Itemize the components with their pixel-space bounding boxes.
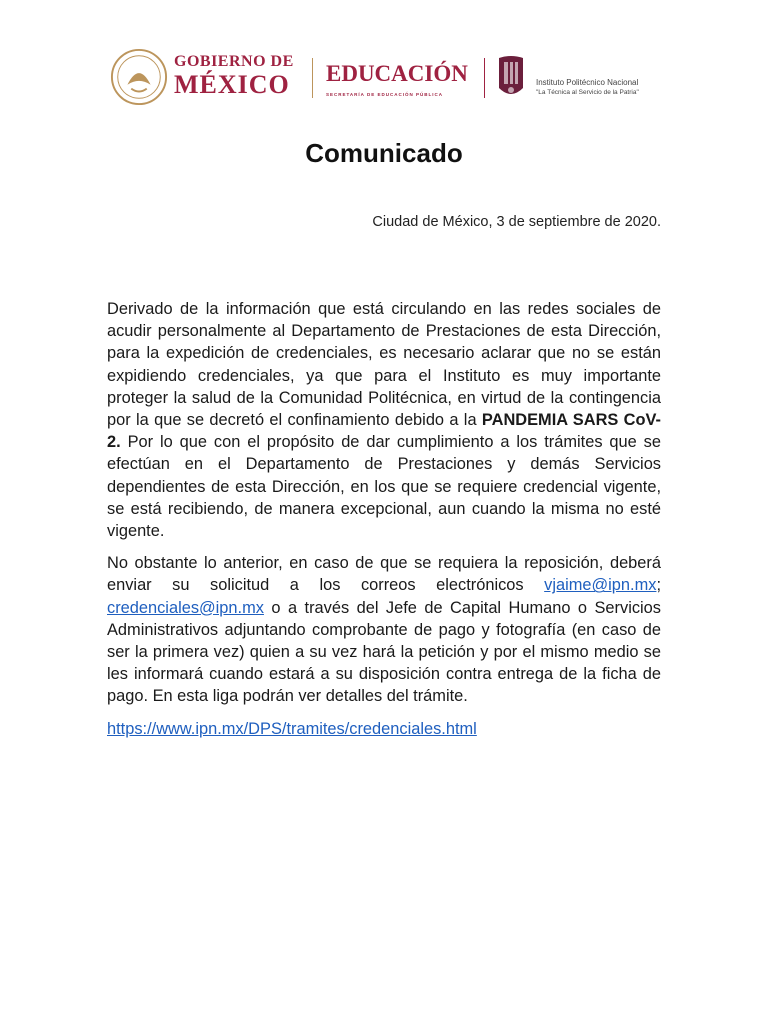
ipn-name: Instituto Politécnico Nacional (536, 78, 639, 87)
gob-line2: MÉXICO (174, 70, 290, 99)
mexico-seal-icon (110, 48, 168, 106)
document-body (107, 298, 661, 740)
ipn-motto: "La Técnica al Servicio de la Patria" (536, 89, 639, 96)
gob-line1: GOBIERNO DE (174, 53, 294, 70)
logo-divider (484, 58, 485, 98)
document-date: Ciudad de México, 3 de septiembre de 2020. (372, 214, 661, 230)
p2-text-after: o a través del Jefe de Capital Humano o Servicios Administrativos adjuntando comprobante de pago y fotografía (en caso de ser la primera vez) quien a su vez hará la petición y por el mismo medio se les informará cuando estará a su disposición contra entrega de la ficha de pago. En esta liga podrán ver detalles del trámite. (107, 598, 661, 706)
paragraph-2 (107, 552, 661, 707)
gobierno-de-mexico-logo (174, 54, 294, 98)
sep-subtitle: SECRETARÍA DE EDUCACIÓN PÚBLICA (326, 92, 444, 97)
paragraph-1 (107, 298, 661, 542)
logo-divider (312, 58, 313, 98)
ipn-logo-icon (496, 54, 526, 100)
educacion-logo: EDUCACIÓN (326, 61, 468, 86)
tramite-url-link[interactable]: https://www.ipn.mx/DPS/tramites/credenciales.html (107, 719, 477, 738)
email-link-credenciales[interactable]: credenciales@ipn.mx (107, 598, 264, 617)
p1-bold: PANDEMIA SARS CoV-2. (107, 411, 661, 452)
p2-separator: ; (656, 576, 661, 595)
p2-text: No obstante lo anterior, en caso de que se requiera la reposición, deberá enviar su solicitud a los correos electrónicos (107, 554, 661, 595)
p1-text-after: Por lo que con el propósito de dar cumplimiento a los trámites que se efectúan en el Departamento de Prestaciones y demás Servicios dependientes de esta Dirección, en los que se requiere credencial vigente, se está recibiendo, de manera excepcional, aun cuando la misma no esté vigente. (107, 433, 661, 541)
url-line (107, 718, 661, 740)
email-link-vjaime[interactable]: vjaime@ipn.mx (544, 576, 657, 595)
header-logos (106, 44, 666, 114)
document-title: Comunicado (305, 138, 463, 168)
p1-text: Derivado de la información que está circulando en las redes sociales de acudir personalmente al Departamento de Prestaciones de esta Dirección, para la expedición de credenciales, es necesario aclarar que no se están expidiendo credenciales, ya que para el Instituto es muy importante proteger la salud de la Comunidad Politécnica, en virtud de la contingencia por la que se decretó el confinamiento debido a la (107, 300, 661, 430)
